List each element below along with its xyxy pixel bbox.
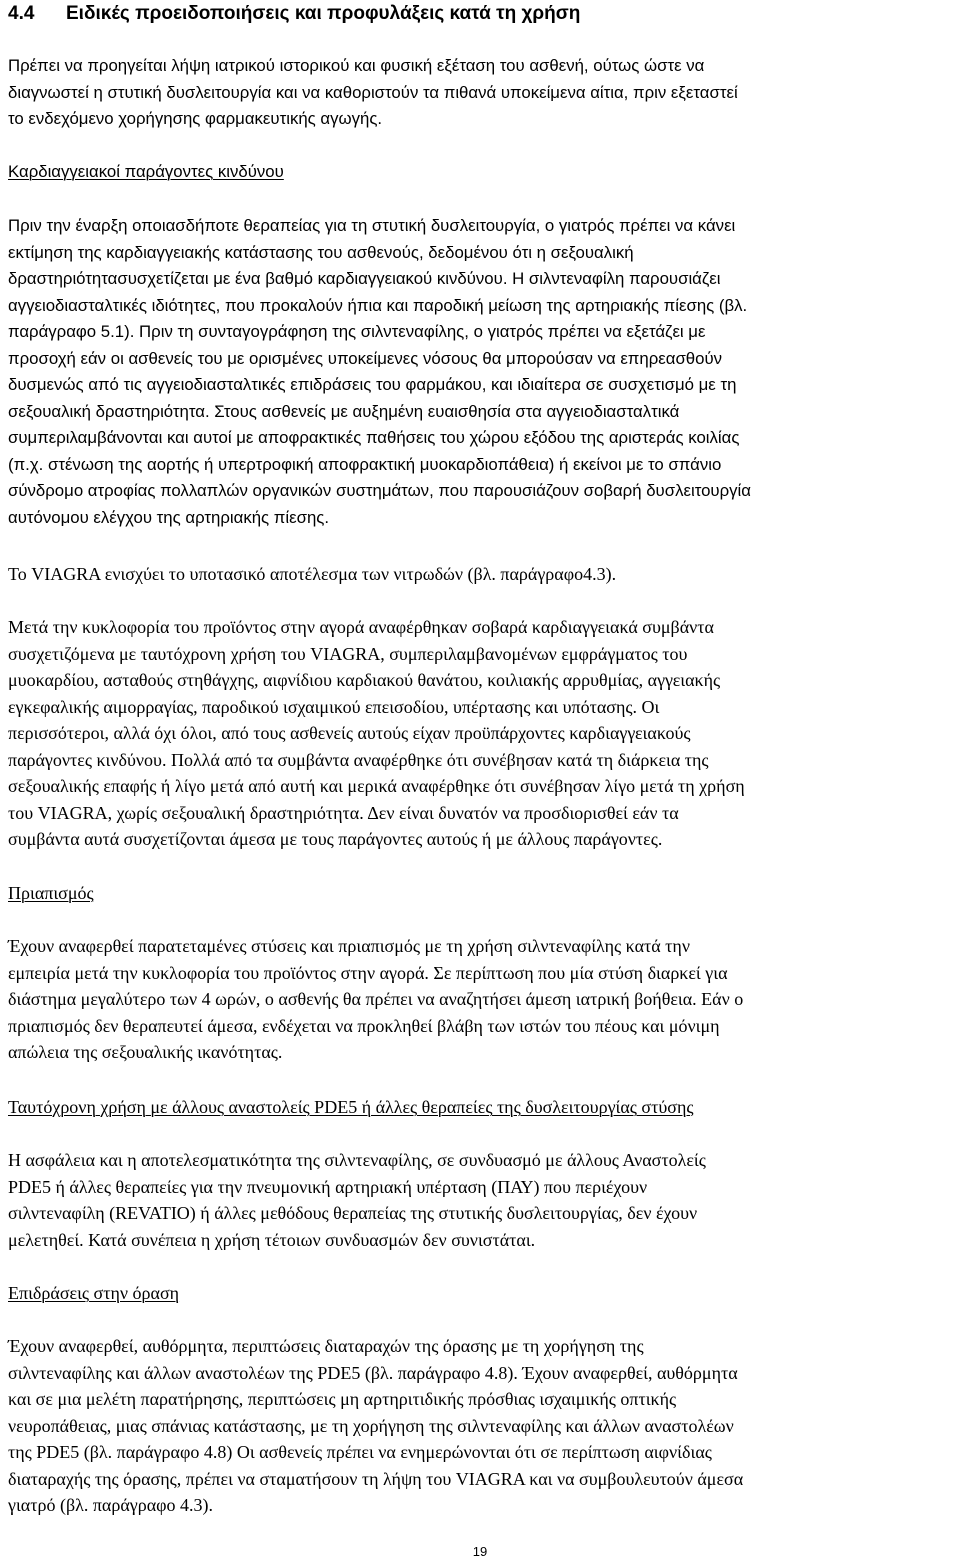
text-line: παράγοντες κινδύνου. Πολλά από τα συμβάντα αναφέρθηκε ότι συνέβησαν κατά τη διάρκεια της [8,749,709,770]
text-line: μυοκαρδίου, ασταθούς στηθάγχης, αιφνίδιου καρδιακού θανάτου, κοιλιακής αρρυθμίας, αγγειακής [8,670,721,690]
priapism-heading: Πριαπισμός [8,883,94,903]
text-line: Η ασφάλεια και η αποτελεσματικότητα της σιλντεναφίλης, σε συνδυασμό με άλλους Αναστολείς [8,1150,706,1170]
text-line: συμβάντα αυτά συσχετίζονται άμεσα με τους παράγοντες αυτούς ή με άλλους παράγοντες. [8,829,663,849]
text-line: μελετηθεί. Κατά συνέπεια η χρήση τέτοιων συνδυασμών δεν συνιστάται. [8,1229,536,1250]
text-line: εμπειρία μετά την κυκλοφορία του προϊόντος στην αγορά. Σε περίπτωση που μία στύση διαρκεί για [8,962,728,983]
text-line: Έχουν αναφερθεί παρατεταμένες στύσεις και πριαπισμός με τη χρήση σιλντεναφίλης κατά την [8,936,690,956]
text-line: Πρέπει να προηγείται λήψη ιατρικού ιστορικού και φυσική εξέταση του ασθενή, ούτως ώστε να [8,56,705,75]
text-line: PDE5 ή άλλες θεραπείες για την πνευμονική αρτηριακή υπέρταση (ΠΑΥ) που περιέχουν [8,1176,648,1197]
text-line: διάστημα μεγαλύτερο των 4 ωρών, ο ασθενής θα πρέπει να αναζητήσει άμεση ιατρική βοήθεια. Εάν ο [8,989,744,1009]
text-line: του VIAGRA, χωρίς σεξουαλική δραστηριότητα. Δεν είναι δυνατόν να προσδιορισθεί εάν τα [8,802,679,823]
text-line: διαταραχής της όρασης, πρέπει να σταματήσουν τη λήψη του VIAGRA και να συμβουλευτούν άμεσα [8,1468,744,1489]
text-line: Έχουν αναφερθεί, αυθόρμητα, περιπτώσεις διαταραχών της όρασης με τη χορήγηση της [8,1336,644,1356]
vision-heading-block [8,1280,954,1307]
page-number: 19 [472,1544,488,1559]
vision-paragraph [8,1333,954,1519]
pde5-paragraph [8,1147,954,1253]
text-line: συσχετιζόμενα με ταυτόχρονη χρήση του VIAGRA, συμπεριλαμβανομένων εμφράγματος του [8,643,688,664]
text-line: σύνδρομο ατροφίας πολλαπλών οργανικών συστημάτων, που παρουσιάζουν σοβαρή δυσλειτουργία [8,481,751,500]
text-line: εκτίμηση της καρδιαγγειακής κατάστασης του ασθενούς, δεδομένου ότι η σεξουαλική [8,242,634,262]
cardio-heading-block [8,159,954,186]
pde5-heading: Ταυτόχρονη χρήση με άλλους αναστολείς PDE5 ή άλλες θεραπείες της δυσλειτουργίας στύσης [8,1097,694,1117]
text-line: σεξουαλική δραστηριότητα. Στους ασθενείς με αυξημένη ευαισθησία στα αγγειοδιασταλτικά [8,401,680,421]
text-line: περισσότεροι, αλλά όχι όλοι, από τους ασθενείς αυτούς είχαν προϋπάρχοντες καρδιαγγειακούς [8,723,691,743]
text-line: πριαπισμός δεν θεραπευτεί άμεσα, ενδέχεται να προκληθεί βλάβη των ιστών του πέους και μόνιμη [8,1015,720,1036]
text-line: Πριν την έναρξη οποιασδήποτε θεραπείας για τη στυτική δυσλειτουργία, ο γιατρός πρέπει να κάνει [8,216,736,235]
text-line: αγγειοδιασταλτικές ιδιότητες, που προκαλούν ήπια και παροδική μείωση της αρτηριακής πίεσης (βλ. [8,295,748,315]
vision-heading: Επιδράσεις στην όραση [8,1283,180,1303]
text-line: σεξουαλικής επαφής ή λίγο μετά από αυτή και μερικά αναφέρθηκε ότι συνέβησαν λίγο μετά τη χρήση [8,776,745,796]
cardio-heading: Καρδιαγγειακοί παράγοντες κινδύνου [8,162,284,181]
text-line: προσοχή εάν οι ασθενείς του με ορισμένες υποκείμενες νόσους θα μπορούσαν να επηρεασθούν [8,348,723,368]
priapism-heading-block [8,880,954,907]
text-line: διαγνωστεί η στυτική δυσλειτουργία και να καθοριστούν τα πιθανά υποκείμενα αίτια, πριν εξεταστεί [8,82,738,102]
text-line: και σε μια μελέτη παρατήρησης, περιπτώσεις μη αρτηριτιδικής πρόσθιας ισχαιμικής οπτικής [8,1389,677,1409]
text-line: το ενδεχόμενο χορήγησης φαρμακευτικής αγωγής. [8,109,383,128]
text-line: σιλντεναφίλης και άλλων αναστολέων της PDE5 (βλ. παράγραφο 4.8). Έχουν αναφερθεί, αυθόρμητα [8,1362,738,1383]
text-line: της PDE5 (βλ. παράγραφο 4.8) Οι ασθενείς πρέπει να ενημερώνονται ότι σε περίπτωση αιφνίδιας [8,1442,712,1462]
text-line: νευροπάθειας, μιας σπάνιας κατάστασης, με τη χορήγηση της σιλντεναφίλης και άλλων αναστολέων [8,1415,734,1436]
text-line: παράγραφο 5.1). Πριν τη συνταγογράφηση της σιλντεναφίλης, ο γιατρός πρέπει να εξετάζει με [8,322,706,341]
section-number: 4.4 [8,3,35,24]
intro-paragraph [8,53,954,133]
text-line: αυτόνομου ελέγχου της αρτηριακής πίεσης. [8,507,330,527]
priapism-paragraph [8,933,954,1066]
text-line: δραστηριότητασυσχετίζεται με ένα βαθμό καρδιαγγειακού κινδύνου. Η σιλντεναφίλη παρουσιάζει [8,269,721,288]
section-title: Ειδικές προειδοποιήσεις και προφυλάξεις κατά τη χρήση [66,3,581,24]
text-line: δυσμενώς από τις αγγειοδιασταλτικές επιδράσεις του φαρμάκου, και ιδιαίτερα σε συσχετισμό με τη [8,375,737,394]
text-line: εγκεφαλικής αιμορραγίας, παροδικού ισχαιμικού επεισοδίου, υπέρτασης και υπότασης. Οι [8,696,660,717]
text-line: συμπεριλαμβάνονται και αυτοί με αποφρακτικές παθήσεις του χώρου εξόδου της αριστεράς κοιλίας [8,428,740,447]
text-line: απώλεια της σεξουαλικής ικανότητας. [8,1042,283,1062]
text-line: (π.χ. στένωση της αορτής ή υπερτροφική αποφρακτική μυοκαρδιοπάθεια) ή εκείνοι με το σπάνιο [8,454,722,474]
text-line: Το VIAGRA ενισχύει το υποτασικό αποτέλεσμα των νιτρωδών (βλ. παράγραφο4.3). [8,564,617,584]
text-line: Μετά την κυκλοφορία του προϊόντος στην αγορά αναφέρθηκαν σοβαρά καρδιαγγειακά συμβάντα [8,617,714,637]
nitrates-paragraph [8,561,954,588]
post-marketing-paragraph [8,614,954,853]
section-heading [8,0,580,28]
pde5-heading-block [8,1094,954,1121]
text-line: γιατρό (βλ. παράγραφο 4.3). [8,1495,214,1515]
cardio-paragraph [8,213,954,531]
text-line: σιλντεναφίλη (REVATIO) ή άλλες μεθόδους θεραπείας της στυτικής δυσλειτουργίας, δεν έχουν [8,1203,698,1223]
